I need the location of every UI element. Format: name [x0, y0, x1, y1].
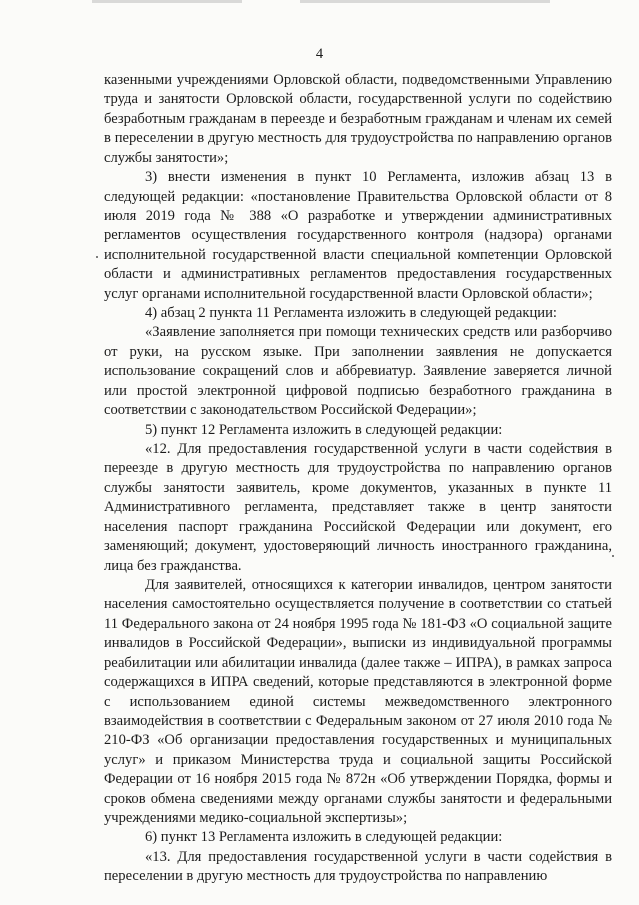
scan-speck — [612, 555, 614, 557]
paragraph: 4) абзац 2 пункта 11 Регламента изложить в следующей редакции: — [145, 305, 557, 322]
document-body — [104, 71, 612, 887]
scan-edge-mark — [92, 0, 242, 3]
page-number: 4 — [315, 46, 324, 62]
paragraph: Для заявителей, относящихся к категории инвалидов, центром занятости населения самостоятельно осуществляется получение в соответствии со статьей 11 Федерального закона от 24 ноября 1995 года № 181-ФЗ «О социальной защите инвалидов в Российской Федерации», выписки из индивидуальной программы реабилитации или абилитации инвалида (далее также – ИПРА), в рамках запроса содержащихся в ИПРА сведений, которые представляются в электронной форме с использованием единой системы межведомственного электронного взаимодействия в соответствии с Федеральным законом от 27 июля 2010 года № 210-ФЗ «Об организации предоставления государственных и муниципальных услуг» и приказом Министерства труда и социальной защиты Российской Федерации от 16 ноября 2015 года № 872н «Об утверждении Порядка, формы и сроков обмена сведениями между органами службы занятости и федеральными учреждениями медико-социальной экспертизы»; — [104, 576, 612, 827]
scan-speck — [96, 256, 98, 258]
paragraph: 5) пункт 12 Регламента изложить в следующей редакции: — [145, 421, 503, 438]
scan-edge-mark — [300, 0, 550, 3]
paragraph: «Заявление заполняется при помощи технических средств или разборчиво от руки, на русском языке. При заполнении заявления не допускается использование сокращений слов и аббревиатур. Заявление заверяется личной или простой электронной цифровой подписью безработного гражданина в соответствии с законодательством Российской Федерации»; — [104, 324, 612, 419]
paragraph: казенными учреждениями Орловской области, подведомственными Управлению труда и занятости Орловской области, государственной услуги по содействию безработным гражданам в переезде и безработным гражданам и членам их семей в переселении в другую местность для трудоустройства по направлению органов службы занятости»; — [104, 72, 612, 166]
paragraph: 6) пункт 13 Регламента изложить в следующей редакции: — [145, 829, 503, 846]
paragraph: 3) внести изменения в пункт 10 Регламента, изложив абзац 13 в следующей редакции: «постановление Правительства Орловской области от 8 июля 2019 года № 388 «О разработке и утверждении административных регламентов осуществления государственного контроля (надзора) органами исполнительной государственной власти специальной компетенции Орловской области и административных регламентов предоставления государственных услуг органами исполнительной государственной власти Орловской области»; — [104, 169, 612, 302]
paragraph: «13. Для предоставления государственной услуги в части содействия в переселении в другую местность для трудоустройства по направлению — [104, 848, 612, 885]
paragraph: «12. Для предоставления государственной услуги в части содействия в переезде в другую местность для трудоустройства по направлению органов службы занятости заявитель, кроме документов, указанных в пункте 11 Административного регламента, представляет также в центр занятости населения паспорт гражданина Российской Федерации или документ, его заменяющий; документ, удостоверяющий личность иностранного гражданина, лица без гражданства. — [104, 441, 612, 574]
